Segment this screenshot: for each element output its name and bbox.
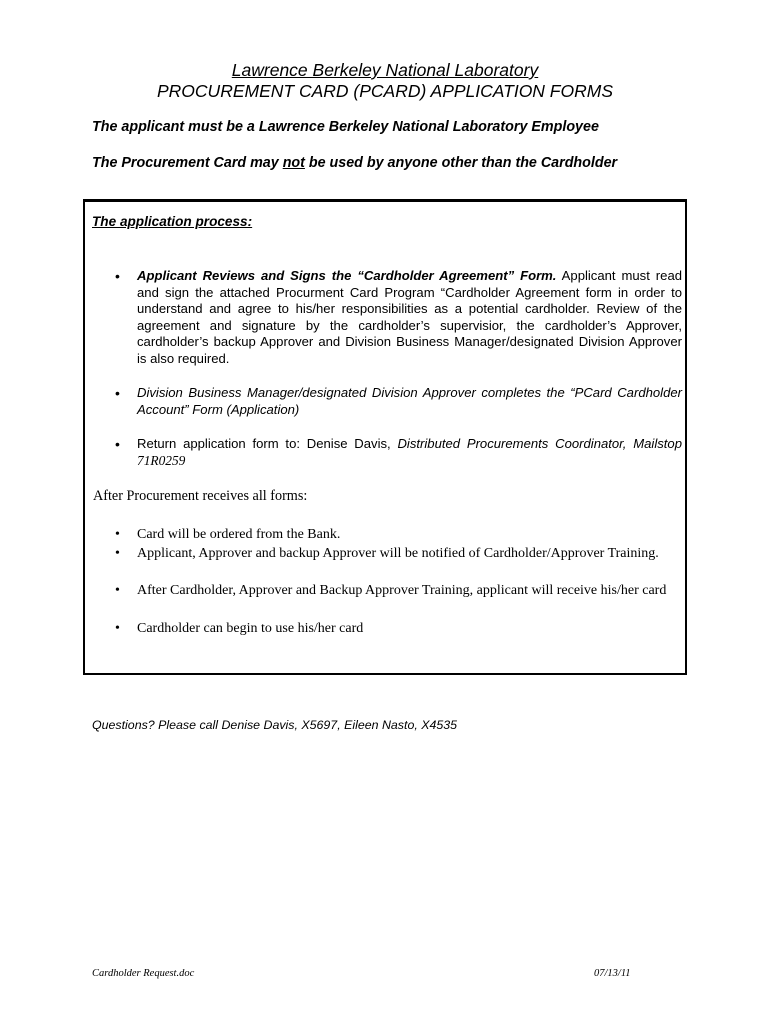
footer-date: 07/13/11	[594, 968, 631, 979]
step-agreement-lead: Applicant Reviews and Signs the “Cardholder Agreement” Form.	[137, 268, 557, 283]
bullet-icon: •	[115, 621, 120, 636]
footer-filename: Cardholder Request.doc	[92, 968, 195, 979]
after-item-card-ordered: Card will be ordered from the Bank.	[137, 527, 341, 542]
bullet-icon: •	[115, 385, 120, 401]
step-return-plain: Return application form to: Denise Davis,	[137, 436, 398, 451]
step-agreement-body: Applicant must read and sign the attached Procurment Card Program “Cardholder Agreement form in order to understand and agree to his/her responsibilities as a potential cardholder. Review of the agreement and signature by the cardholder’s supervisior, the cardholder’s Approver, cardholder’s backup Approver and Division Business Manager/designated Division Approver is also required.	[137, 268, 683, 366]
notice-text-after: be used by anyone other than the Cardholder	[304, 155, 618, 171]
after-procurement-heading: After Procurement receives all forms:	[93, 488, 308, 504]
after-item-receive-card: After Cardholder, Approver and Backup Approver Training, applicant will receive his/her card	[137, 583, 667, 598]
bullet-icon: •	[115, 268, 120, 284]
process-step-application	[137, 385, 682, 418]
bullet-icon: •	[115, 546, 120, 561]
process-step-agreement	[137, 268, 682, 368]
process-heading: The application process:	[92, 214, 253, 229]
step-application-text: Division Business Manager/designated Division Approver completes the “PCard Cardholder Account” Form (Application)	[137, 385, 682, 417]
bullet-icon: •	[115, 527, 120, 542]
forms-title: PROCUREMENT CARD (PCARD) APPLICATION FORMS	[157, 81, 613, 101]
lab-name-title: Lawrence Berkeley National Laboratory	[231, 60, 539, 80]
bullet-icon: •	[115, 436, 120, 452]
notice-text-before: The Procurement Card may	[92, 155, 283, 171]
step-return-italic: Distributed Procurements Coordinator, Mailstop	[397, 436, 682, 451]
bullet-icon: •	[115, 583, 120, 598]
cardholder-only-notice	[92, 154, 617, 172]
mailstop-number: 71R0259	[137, 452, 186, 468]
process-step-return	[137, 436, 682, 469]
after-item-begin-use: Cardholder can begin to use his/her card	[137, 621, 364, 636]
notice-emphasis: not	[282, 155, 305, 171]
employee-requirement: The applicant must be a Lawrence Berkeley National Laboratory Employee	[92, 119, 599, 135]
questions-contact: Questions? Please call Denise Davis, X5697, Eileen Nasto, X4535	[92, 718, 458, 732]
after-item-training-notice: Applicant, Approver and backup Approver will be notified of Cardholder/Approver Training.	[137, 546, 659, 561]
application-process-box	[83, 199, 687, 675]
